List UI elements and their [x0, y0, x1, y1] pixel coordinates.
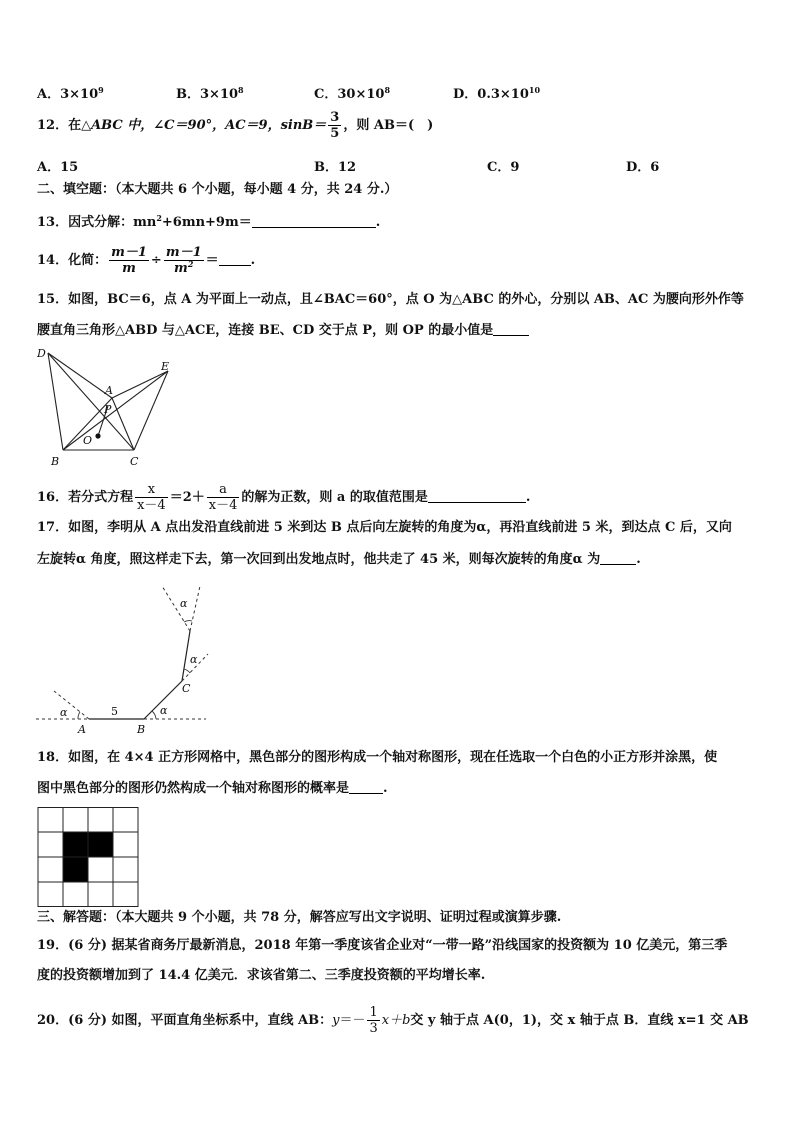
- q19-line-1: 19．(6 分) 据某省商务厅最新消息，2018 年第一季度该省企业对“一带一路”沿线国家的投资额为 10 亿美元，第三季: [37, 938, 728, 953]
- q19-line-2: 度的投资额增加到了 14.4 亿美元．求该省第二、三季度投资额的平均增长率.: [37, 968, 486, 983]
- line-be: [63, 371, 168, 450]
- q11-option-c: C．$30\times 10^8$: [314, 85, 391, 102]
- line-ac: [112, 398, 134, 450]
- label-c: C: [130, 455, 139, 468]
- q17-figure: [34, 580, 230, 740]
- label-alpha-a: α: [60, 706, 68, 719]
- point-o: [95, 433, 100, 438]
- label-b: B: [51, 455, 60, 468]
- q14-fraction-1: $\frac{m-1}{m}$: [111, 245, 147, 276]
- q12-fraction: $\frac{3}{5}$: [330, 110, 340, 141]
- q15-answer-blank: [493, 323, 529, 336]
- line-ae: [112, 371, 168, 398]
- q14-answer-blank: [219, 253, 251, 266]
- label-p: P: [104, 403, 112, 416]
- angle-arc-a: [78, 712, 80, 719]
- label-length: 5: [111, 705, 118, 718]
- label-b: B: [137, 723, 146, 736]
- q18-line-1: 18．如图，在 4×4 正方形网格中，黑色部分的图形构成一个轴对称图形，现在任选取一个白色的小正方形并涂黑，使: [37, 750, 718, 765]
- q17-line-1: 17．如图，李明从 A 点出发沿直线前进 5 米到达 B 点后向左旋转的角度为α，再沿直线前进 5 米，到达点 C 后，又向: [37, 520, 732, 535]
- q15-line-1: 15．如图，BC＝6，点 A 为平面上一动点，且∠BAC＝60°，点 O 为△ABC 的外心，分别以 AB、AC 为腰向形外作等: [37, 292, 744, 307]
- q11-option-a: A．$3\times 10^9$: [37, 85, 104, 102]
- q18-line-2: 图中黑色部分的图形仍然构成一个轴对称图形的概率是 .: [37, 781, 388, 796]
- q12-option-b: B．12: [314, 160, 357, 175]
- q20-fraction: $\frac{1}{3}$: [369, 1005, 378, 1036]
- q15-figure: [34, 344, 176, 468]
- q14-fraction-2: $\frac{m-1}{m^2}$: [165, 245, 202, 276]
- section-3-heading: 三、解答题：（本大题共 9 个小题，共 78 分，解答应写出文字说明、证明过程或演算步骤.: [37, 910, 562, 925]
- label-alpha-c: α: [190, 653, 198, 666]
- label-e: E: [161, 360, 170, 373]
- label-alpha-d: α: [180, 597, 188, 610]
- segment-cd: [182, 631, 190, 681]
- q12-stem: 12．在△ABC 中，∠C＝90°，AC＝9，sinB＝ $\frac{3}{5}$ ，则 AB＝( ): [37, 110, 434, 141]
- q18-grid-figure: [37, 807, 139, 907]
- q16-answer-blank: [428, 490, 526, 503]
- q11-option-b: B．$3\times 10^8$: [176, 85, 244, 102]
- q17-answer-blank: [600, 552, 636, 565]
- angle-arc-b: [152, 711, 156, 719]
- label-d: D: [37, 347, 46, 360]
- q13-answer-blank: [252, 215, 376, 228]
- q13: 13．因式分解：$mn^2+6mn+9m=$ .: [37, 213, 381, 230]
- q12-option-a: A．15: [37, 160, 79, 175]
- label-alpha-b: α: [160, 704, 168, 717]
- section-2-heading: 二、填空题：（本大题共 6 个小题，每小题 4 分，共 24 分.）: [37, 182, 398, 197]
- q17-line-2: 左旋转α 角度，照这样走下去，第一次回到出发地点时，他共走了 45 米，则每次旋转的角度α 为 .: [37, 552, 641, 567]
- q16-fraction-1: $\frac{x}{x-4}$: [137, 482, 166, 513]
- q20-line-1: 20．(6 分) 如图，平面直角坐标系中，直线 AB：y＝－ $\frac{1}{3}$ x＋b交 y 轴于点 A(0，1)，交 x 轴于点 B．直线 x=1 交 AB: [37, 1005, 749, 1036]
- label-a: A: [105, 384, 113, 397]
- angle-arc-d: [184, 621, 192, 622]
- q15-line-2: 腰直角三角形△ABD 与△ACE，连接 BE、CD 交于点 P，则 OP 的最小值是: [37, 322, 529, 340]
- q18-answer-blank: [349, 781, 383, 794]
- q12-option-c: C．9: [487, 160, 520, 175]
- q16: 16．若分式方程 $\frac{x}{x-4}$ ＝2＋ $\frac{a}{x-4}$ 的解为正数，则 a 的取值范围是 .: [37, 482, 531, 513]
- black-cell-row-3: [63, 857, 88, 882]
- line-da: [48, 353, 112, 398]
- label-c: C: [182, 682, 191, 695]
- q14: 14．化简： $\frac{m-1}{m}$ ÷ $\frac{m-1}{m^2}$ ＝ .: [37, 245, 256, 276]
- dashed-extension-d: [190, 586, 200, 631]
- angle-arc-c: [184, 669, 190, 673]
- q16-fraction-2: $\frac{a}{x-4}$: [208, 482, 238, 513]
- label-a: A: [78, 723, 86, 736]
- line-ce: [134, 371, 168, 450]
- q11-option-d: D．$0.3\times 10^{10}$: [453, 85, 541, 102]
- label-o: O: [83, 434, 93, 447]
- q12-option-d: D．6: [626, 160, 660, 175]
